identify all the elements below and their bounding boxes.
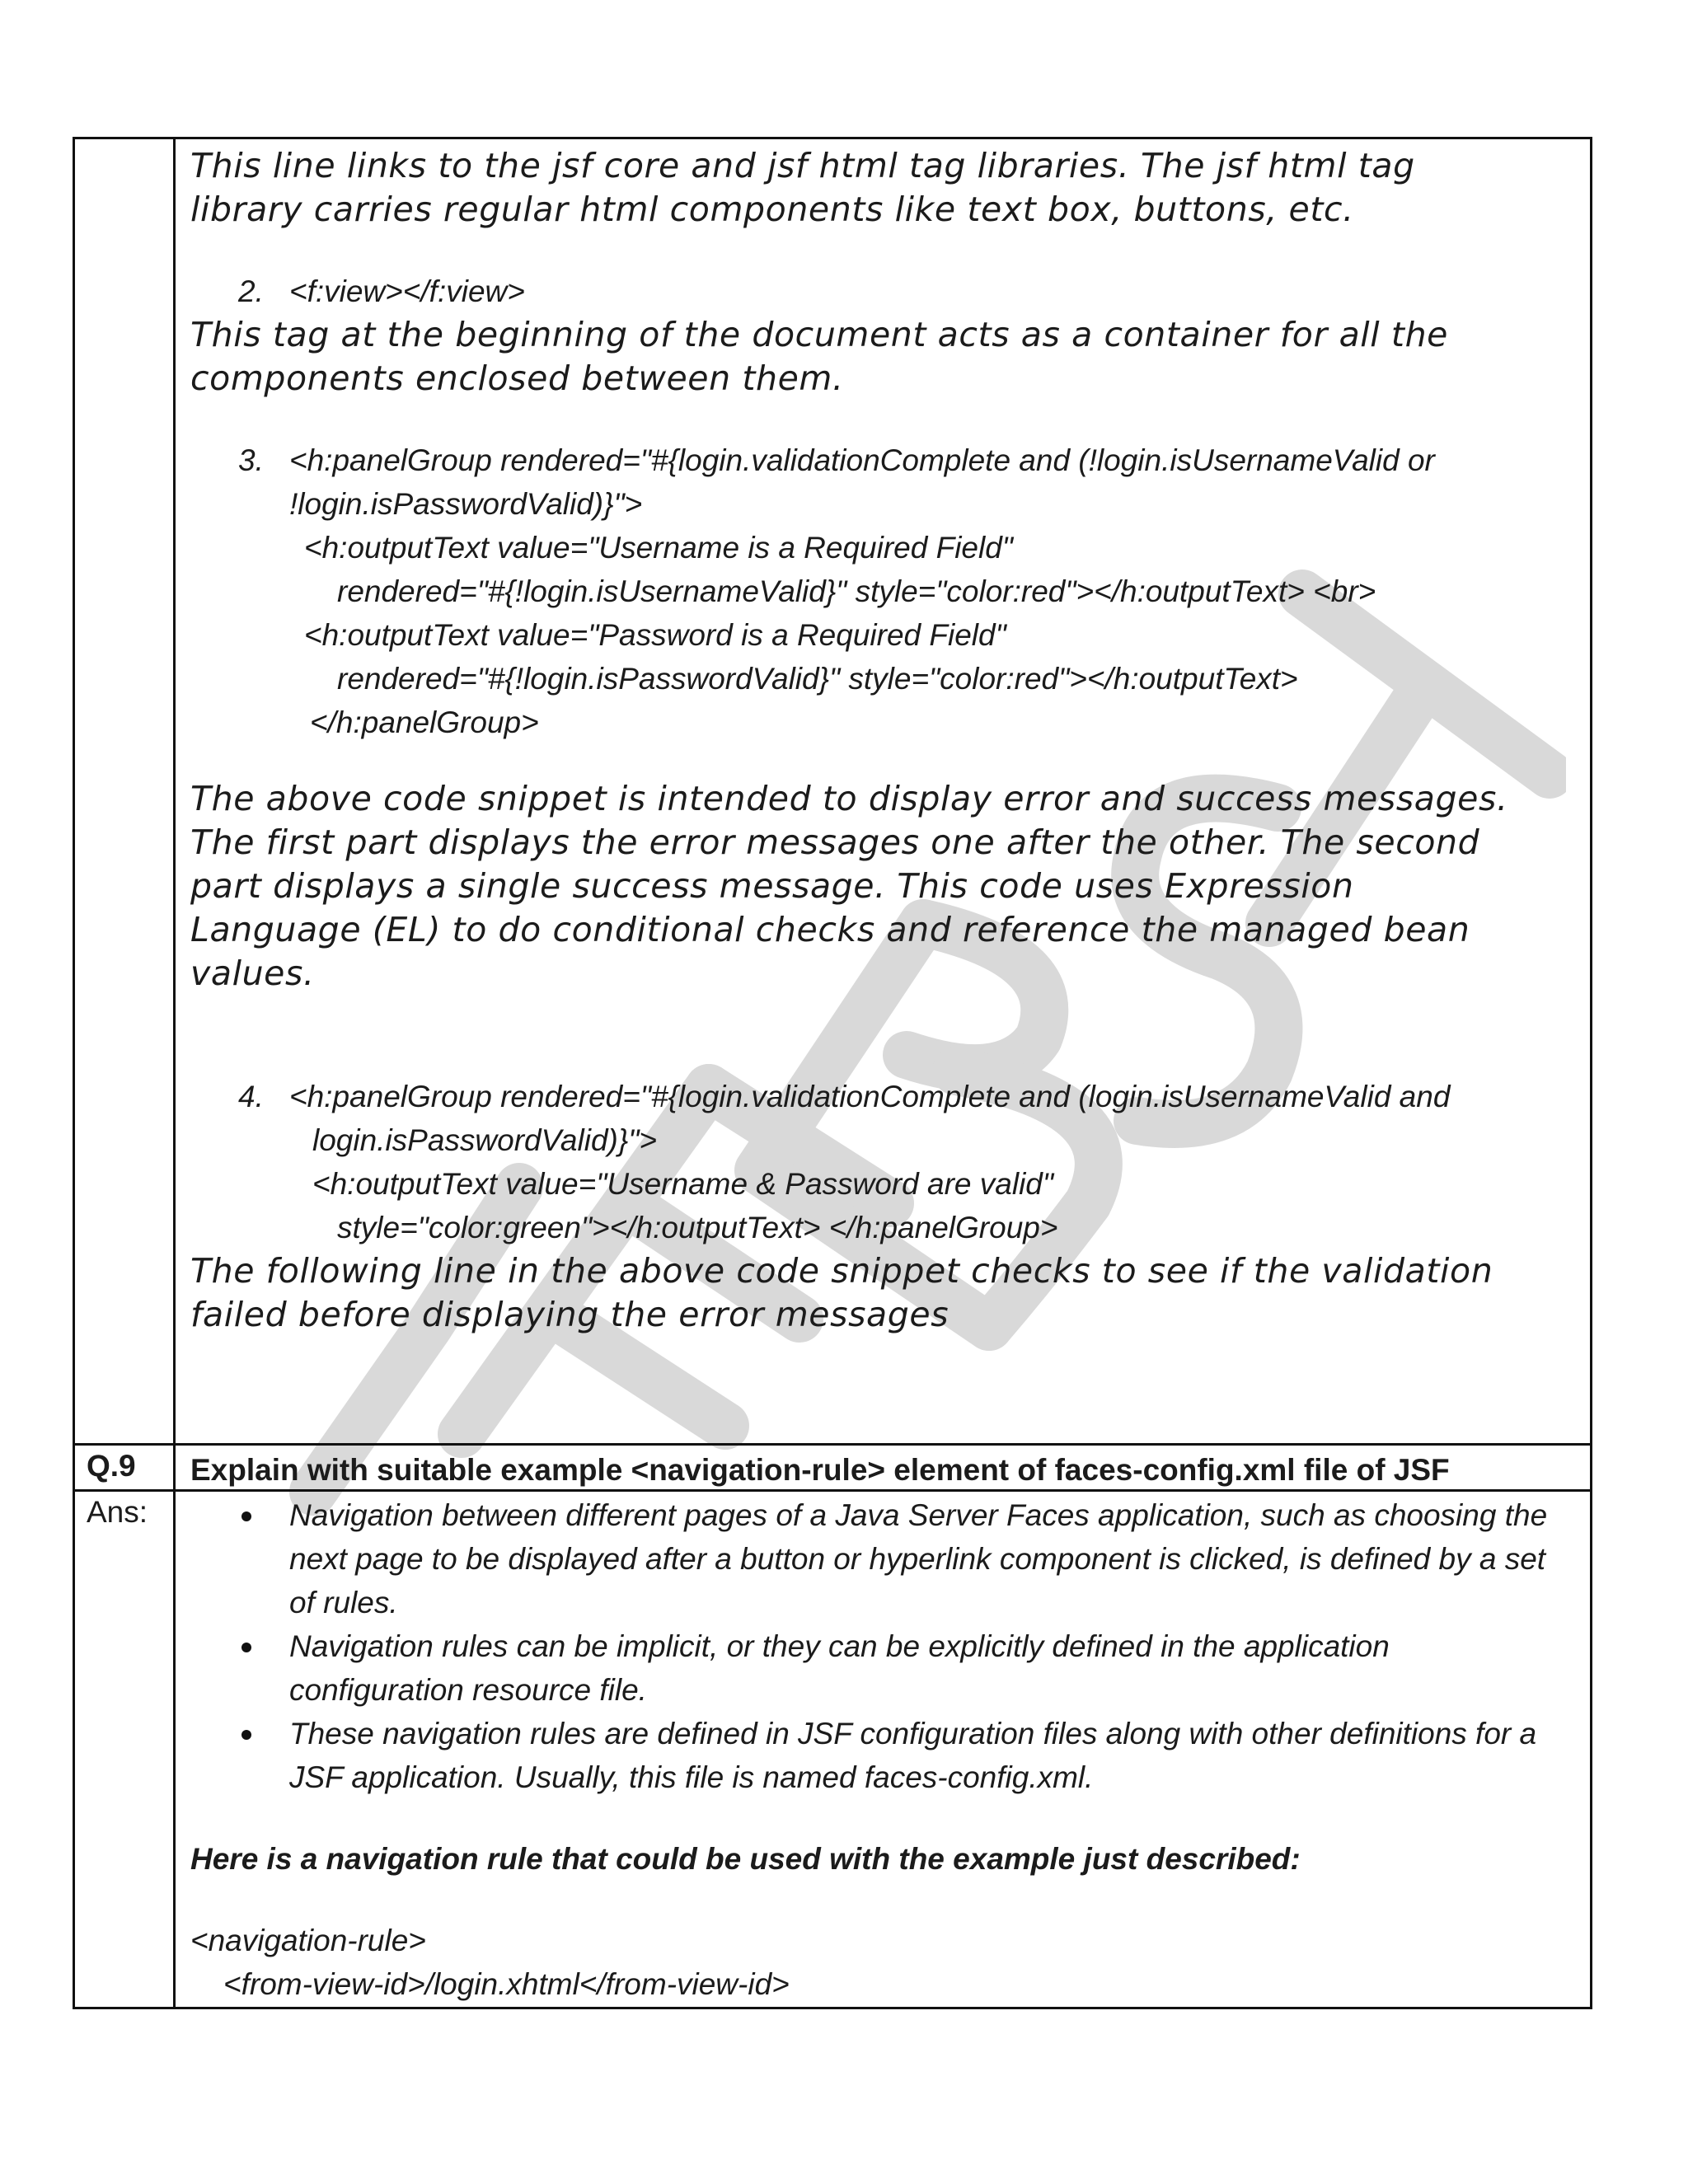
document-table (73, 137, 1592, 2009)
bullet-icon (241, 1511, 251, 1521)
item-3-code-line-4: rendered="#{!login.isUsernameValid}" style="color:red"></h:outputText> <br> (337, 574, 1376, 608)
item-4-number: 4. (238, 1080, 264, 1113)
answer-bullet-1 (289, 1493, 1578, 1624)
answer-row (73, 1492, 1592, 2009)
question-9-row (73, 1446, 1592, 1492)
intro-paragraph: This line links to the jsf core and jsf html tag libraries. The jsf html tag library carries regular html components like text box, buttons, etc. (190, 146, 1415, 229)
item-4-code-line-1: <h:panelGroup rendered="#{login.validationComplete and (login.isUsernameValid and (289, 1080, 1451, 1113)
answer-continuation-content (176, 139, 1590, 1443)
item-2-description: This tag at the beginning of the document acts as a container for all the components enclosed between them. (190, 315, 1449, 398)
answer-continuation-row (73, 137, 1592, 1446)
item-3-code-line-5: <h:outputText value="Password is a Required Field" (304, 618, 1006, 652)
navigation-rule-code (190, 1919, 1578, 2006)
item-4-code-line-2: login.isPasswordValid)}"> (312, 1123, 657, 1157)
item-3-code-line-7: </h:panelGroup> (310, 705, 539, 739)
answer-bullet-3-text: These navigation rules are defined in JSF configuration files along with other definitions for a JSF application. Usually, this file is named faces-config.xml. (289, 1717, 1537, 1794)
item-3-code (190, 438, 1578, 744)
item-2-code (190, 269, 1578, 313)
item-4-code-line-3: <h:outputText value="Username & Password are valid" (312, 1167, 1054, 1201)
answer-bullet-2 (289, 1624, 1578, 1712)
answer-bullet-2-text: Navigation rules can be implicit, or they can be explicitly defined in the application configuration resource file. (289, 1629, 1390, 1707)
answer-bullet-1-text: Navigation between different pages of a Java Server Faces application, such as choosing the next page to be displayed after a button or hyperlink component is clicked, is defined by a set of rules. (289, 1498, 1548, 1619)
item-4-code (190, 1075, 1578, 1249)
item-3-code-line-1: <h:panelGroup rendered="#{login.validationComplete and (!login.isUsernameValid or (289, 443, 1435, 477)
bullet-icon (241, 1730, 251, 1740)
navigation-code-line-1: <navigation-rule> (190, 1924, 426, 1957)
item-3-code-line-2: !login.isPasswordValid)}"> (289, 487, 643, 521)
answer-label: Ans: (75, 1492, 176, 2007)
navigation-code-line-2: <from-view-id>/login.xhtml</from-view-id> (223, 1967, 790, 2001)
question-text: Explain with suitable example <navigation-rule> element of faces-config.xml file of JSF (190, 1453, 1450, 1487)
answer-bullet-3 (289, 1712, 1578, 1799)
example-note: Here is a navigation rule that could be used with the example just described: (190, 1842, 1301, 1876)
bullet-icon (241, 1643, 251, 1652)
item-2-number: 2. (238, 274, 264, 308)
answer-bullet-list (190, 1493, 1578, 1799)
item-4-code-line-4: style="color:green"></h:outputText> </h:panelGroup> (337, 1211, 1058, 1244)
question-label: Q.9 (75, 1446, 176, 1489)
item-3-code-line-3: <h:outputText value="Username is a Required Field" (304, 531, 1013, 565)
item-3-number: 3. (238, 443, 264, 477)
empty-label-cell (75, 139, 176, 1443)
item-3-code-line-6: rendered="#{!login.isPasswordValid}" style="color:red"></h:outputText> (337, 662, 1298, 696)
item-2-code-text: <f:view></f:view> (289, 274, 525, 308)
item-3-description: The above code snippet is intended to display error and success messages. The first part displays the error messages one after the other. The second part displays a single success message. This code uses Expression Language (EL) to do conditional checks and reference the managed bean values. (190, 779, 1508, 993)
item-4-description: The following line in the above code snippet checks to see if the validation failed before displaying the error messages (190, 1251, 1493, 1334)
